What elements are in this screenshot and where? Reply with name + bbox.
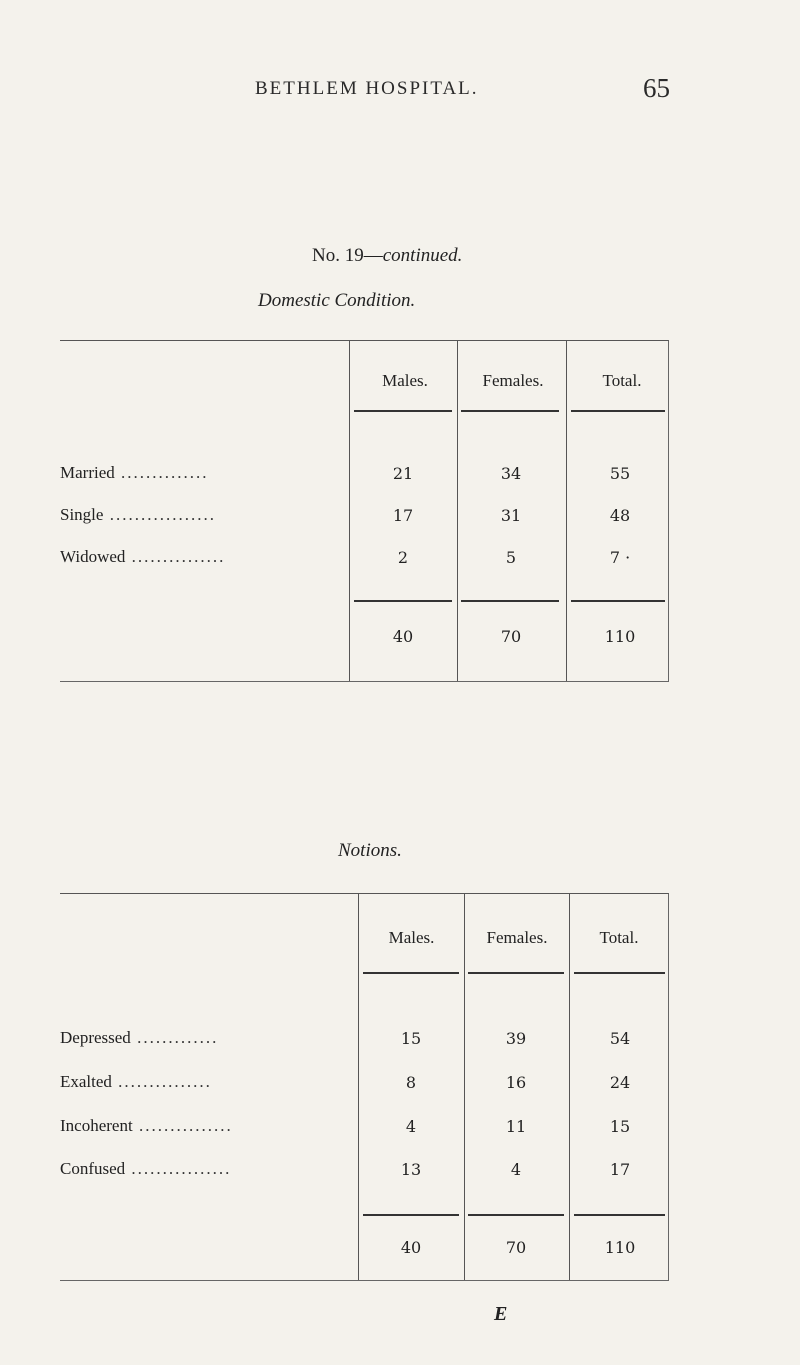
- total-males: 40: [392, 627, 414, 646]
- totals-rule: [461, 600, 559, 602]
- row-label-widowed: Widowed ...............: [60, 547, 226, 566]
- header-rule: [461, 410, 559, 412]
- row-label-confused: Confused ................: [60, 1159, 232, 1178]
- cell-incoherent-total: 15: [609, 1117, 631, 1136]
- column-header-females: Females.: [486, 928, 548, 947]
- column-header-total: Total.: [599, 928, 639, 947]
- table-number-main: No. 19—: [312, 245, 383, 266]
- cell-confused-males: 13: [400, 1160, 422, 1179]
- column-header-males: Males.: [382, 371, 428, 390]
- cell-married-males: 21: [392, 464, 414, 483]
- table-number-continued: continued.: [382, 245, 463, 266]
- header-rule: [468, 972, 564, 974]
- column-header-females: Females.: [482, 371, 544, 390]
- cell-married-females: 34: [500, 464, 522, 483]
- cell-widowed-females: 5: [505, 548, 517, 567]
- cell-single-females: 31: [500, 506, 522, 525]
- row-label-incoherent: Incoherent ...............: [60, 1116, 233, 1135]
- column-header-total: Total.: [602, 371, 642, 390]
- domestic-condition-title: Domestic Condition.: [258, 290, 416, 311]
- cell-exalted-females: 16: [505, 1073, 527, 1092]
- total-overall: 110: [604, 627, 636, 646]
- header-rule: [571, 410, 665, 412]
- column-header-males: Males.: [388, 928, 435, 947]
- row-label-single: Single .................: [60, 505, 216, 524]
- notions-title: Notions.: [338, 840, 402, 861]
- cell-single-total: 48: [609, 506, 631, 525]
- total-males: 40: [400, 1238, 422, 1257]
- cell-depressed-total: 54: [609, 1029, 631, 1048]
- cell-widowed-total: 7 ·: [609, 548, 631, 567]
- totals-rule: [363, 1214, 459, 1216]
- column-divider: [464, 894, 465, 1280]
- cell-depressed-males: 15: [400, 1029, 422, 1048]
- notions-table: [60, 893, 669, 1281]
- cell-single-males: 17: [392, 506, 414, 525]
- column-divider: [349, 341, 350, 681]
- cell-married-total: 55: [609, 464, 631, 483]
- totals-rule: [571, 600, 665, 602]
- running-header-title: BETHLEM HOSPITAL.: [255, 78, 479, 99]
- cell-widowed-males: 2: [397, 548, 409, 567]
- cell-exalted-males: 8: [405, 1073, 417, 1092]
- header-rule: [354, 410, 452, 412]
- domestic-condition-table: [60, 340, 669, 682]
- totals-rule: [574, 1214, 665, 1216]
- cell-confused-total: 17: [609, 1160, 631, 1179]
- cell-depressed-females: 39: [505, 1029, 527, 1048]
- signature-letter: E: [494, 1303, 508, 1325]
- totals-rule: [468, 1214, 564, 1216]
- column-divider: [358, 894, 359, 1280]
- total-females: 70: [505, 1238, 527, 1257]
- cell-exalted-total: 24: [609, 1073, 631, 1092]
- column-divider: [566, 341, 567, 681]
- page-number: 65: [643, 73, 670, 103]
- row-label-depressed: Depressed .............: [60, 1028, 219, 1047]
- cell-incoherent-females: 11: [505, 1117, 527, 1136]
- total-overall: 110: [604, 1238, 636, 1257]
- header-rule: [574, 972, 665, 974]
- row-label-married: Married ..............: [60, 463, 209, 482]
- row-label-exalted: Exalted ...............: [60, 1072, 212, 1091]
- header-rule: [363, 972, 459, 974]
- table-number: [312, 245, 462, 267]
- cell-incoherent-males: 4: [405, 1117, 417, 1136]
- totals-rule: [354, 600, 452, 602]
- cell-confused-females: 4: [510, 1160, 522, 1179]
- total-females: 70: [500, 627, 522, 646]
- column-divider: [457, 341, 458, 681]
